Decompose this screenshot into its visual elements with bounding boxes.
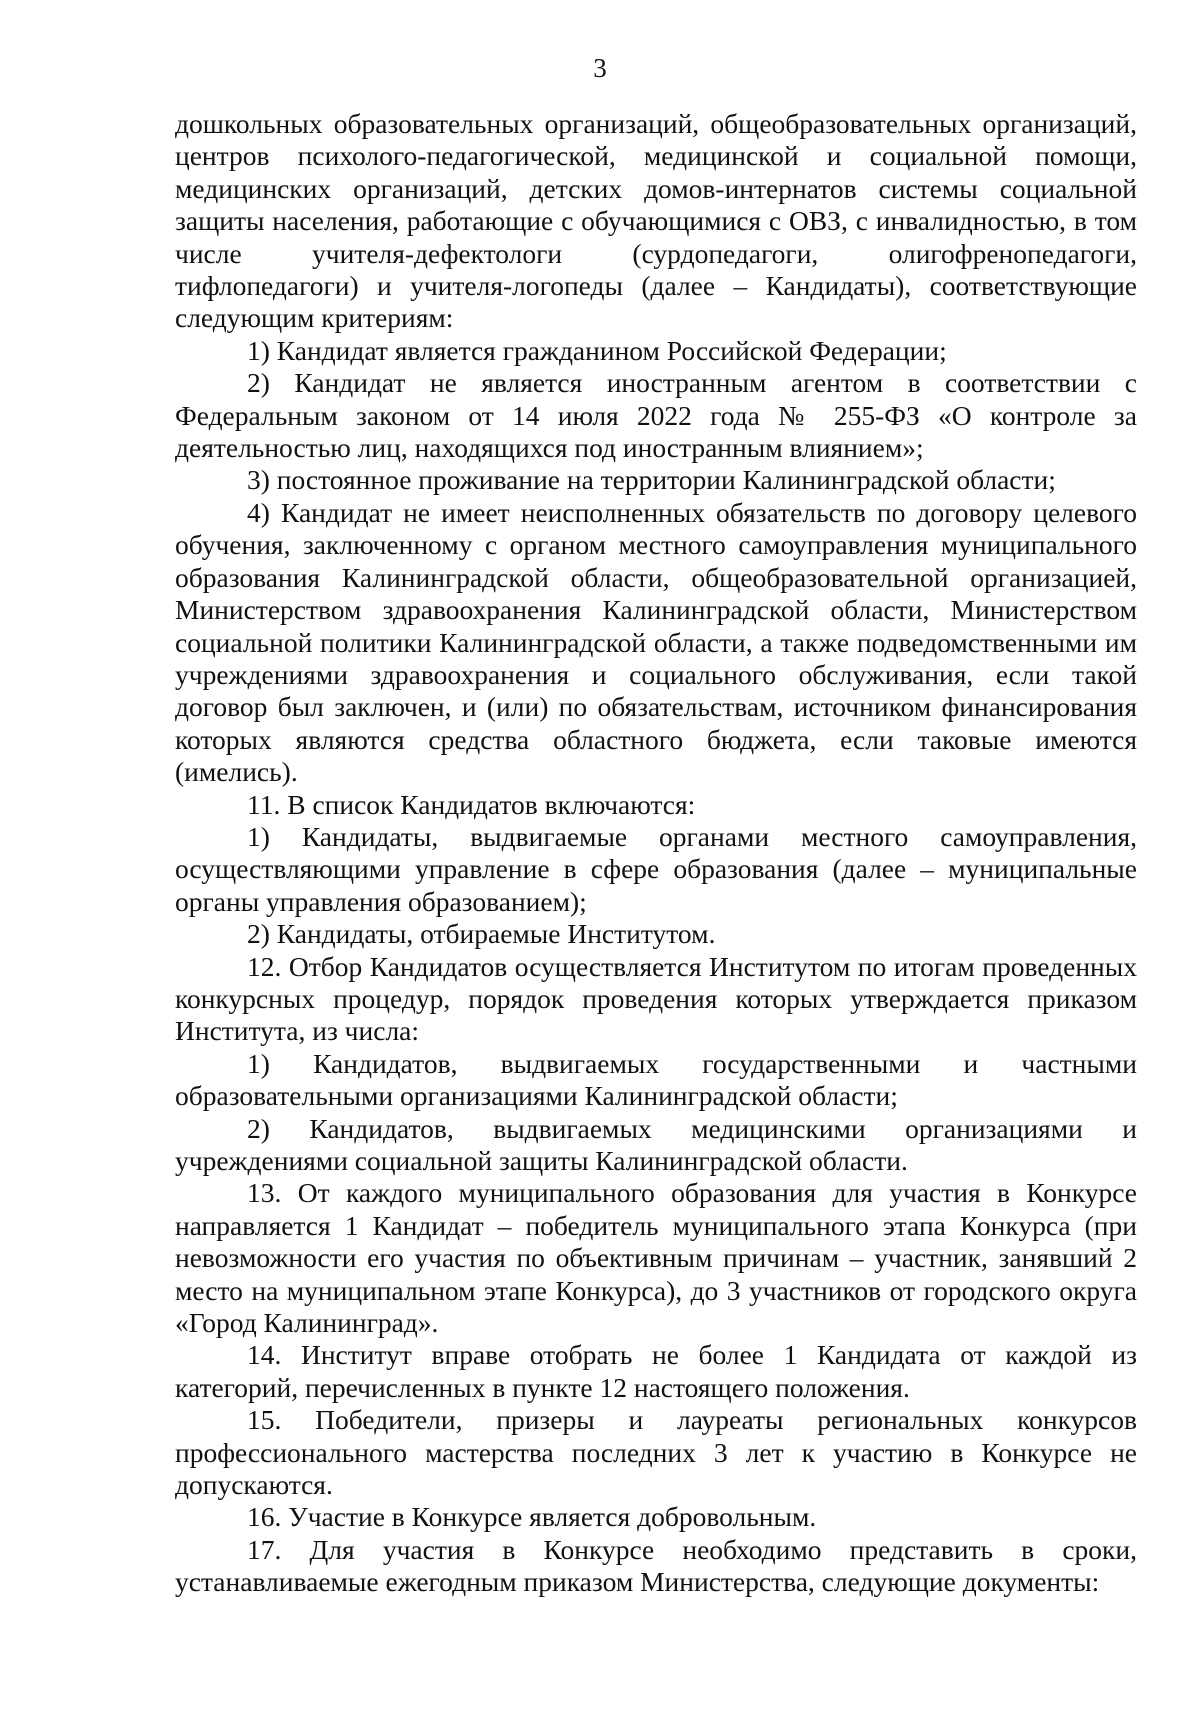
criterion-3-residence: 3) постоянное проживание на территории Калининградской области; <box>247 464 1056 496</box>
clause-17-documents: 17. Для участия в Конкурсе необходимо представить в сроки, устанавливаемые ежегодным приказом Министерства, следующие документы: <box>175 1533 1137 1598</box>
criterion-1-citizenship: 1) Кандидат является гражданином Российской Федерации; <box>247 334 947 366</box>
criterion-2-foreign-agent: 2) Кандидат не является иностранным агентом в соответствии с Федеральным законом от 14 июля 2022 года № 255-ФЗ «О контроле за деятельностью лиц, находящихся под иностранным влиянием»; <box>175 367 1137 464</box>
clause-16-voluntary: 16. Участие в Конкурсе является добровольным. <box>247 1501 817 1533</box>
clause-12-selection: 12. Отбор Кандидатов осуществляется Институтом по итогам проведенных конкурсных процедур, порядок проведения которых утверждается приказом Института, из числа: <box>175 950 1137 1047</box>
clause-13-municipal-candidates: 13. От каждого муниципального образования для участия в Конкурсе направляется 1 Кандидат – победитель муниципального этапа Конкурса (при невозможности его участия по объективным причинам – участник, занявший 2 место на муниципальном этапе Конкурса), до 3 участников от городского округа «Город Калининград». <box>175 1177 1137 1339</box>
clause-14-institute-selection: 14. Институт вправе отобрать не более 1 Кандидата от каждой из категорий, перечисленных в пункте 12 настоящего положения. <box>175 1339 1137 1403</box>
page-number: 3 <box>593 53 607 83</box>
clause-12-item-2: 2) Кандидатов, выдвигаемых медицинскими организациями и учреждениями социальной защиты Калининградской области. <box>175 1112 1137 1176</box>
paragraph-candidates-intro: дошкольных образовательных организаций, общеобразовательных организаций, центров психолого-педагогической, медицинской и социальной помощи, медицинских организаций, детских домов-интернатов системы социальной защиты населения, работающие с обучающимися с ОВЗ, с инвалидностью, в том числе учителя-дефектологи (сурдопедагоги, олигофренопедагоги, тифлопедагоги) и учителя-логопеды (далее – Кандидаты), соответствующие следующим критериям: <box>175 108 1137 334</box>
clause-11-item-2: 2) Кандидаты, отбираемые Институтом. <box>247 918 716 950</box>
clause-12-item-1: 1) Кандидатов, выдвигаемых государственными и частными образовательными организациями Калининградской области; <box>175 1047 1137 1112</box>
document-body <box>175 108 1137 1599</box>
clause-11-candidate-list: 11. В список Кандидатов включаются: <box>247 788 696 820</box>
criterion-4-obligations: 4) Кандидат не имеет неисполненных обязательств по договору целевого обучения, заключенному с органом местного самоуправления муниципального образования Калининградской области, общеобразовательной организацией, Министерством здравоохранения Калининградской области, Министерством социальной политики Калининградской области, а также подведомственными им учреждениями здравоохранения и социального обслуживания, если такой договор был заключен, и (или) по обязательствам, источником финансирования которых являются средства областного бюджета, если таковые имеются (имелись). <box>175 496 1137 788</box>
clause-11-item-1: 1) Кандидаты, выдвигаемые органами местного самоуправления, осуществляющими управление в сфере образования (далее – муниципальные органы управления образованием); <box>175 820 1137 917</box>
clause-15-exclusions: 15. Победители, призеры и лауреаты региональных конкурсов профессионального мастерства последних 3 лет к участию в Конкурсе не допускаются. <box>175 1404 1137 1501</box>
